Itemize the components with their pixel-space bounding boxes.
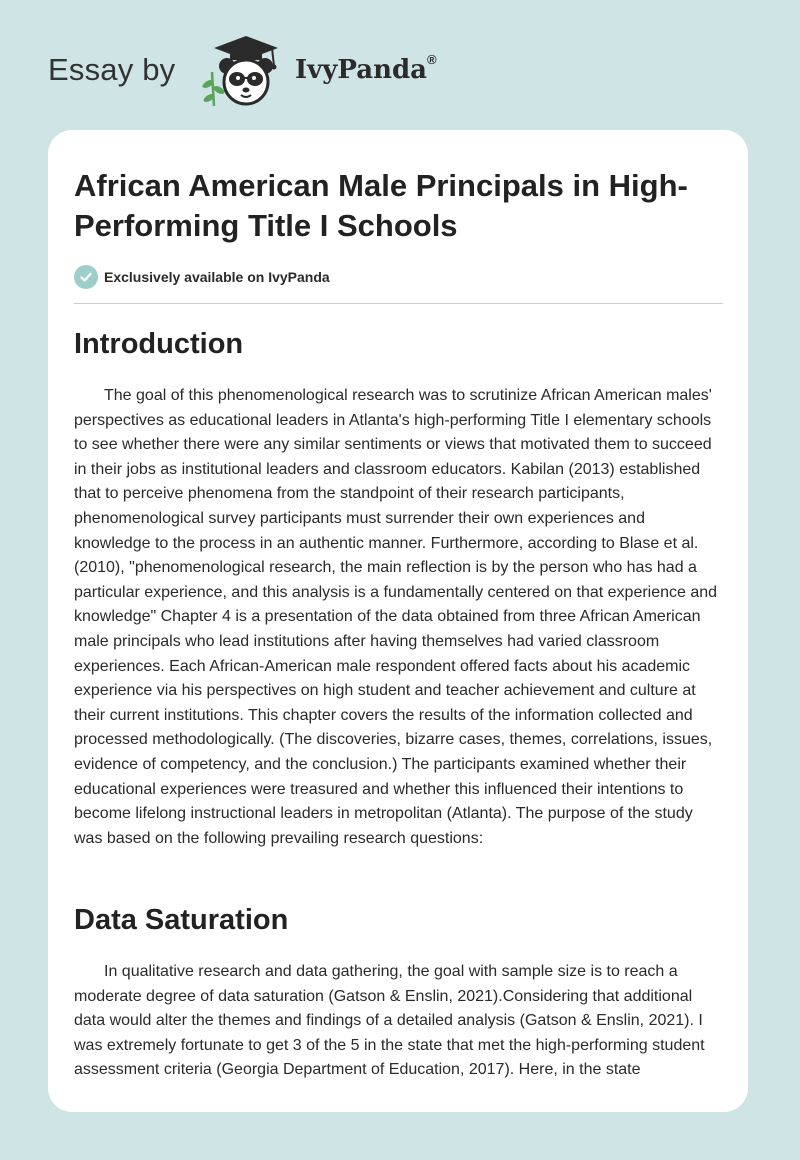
essay-card bbox=[48, 130, 748, 1112]
section-heading-data-saturation: Data Saturation bbox=[74, 904, 289, 936]
exclusive-badge-text: Exclusively available on IvyPanda bbox=[104, 269, 330, 285]
page-title: African American Male Principals in High-Performing Title I Schools bbox=[74, 168, 688, 243]
check-circle-icon bbox=[74, 265, 98, 289]
panda-graduate-logo-icon[interactable] bbox=[200, 32, 292, 112]
exclusive-badge bbox=[74, 264, 330, 290]
registered-mark: ® bbox=[427, 52, 437, 68]
brand-name-text: IvyPanda bbox=[295, 55, 428, 85]
title-divider bbox=[74, 303, 723, 304]
section-body-data-saturation: In qualitative research and data gathering, the goal with sample size is to reach a moderate degree of data saturation (Gatson & Enslin, 2021).Considering that additional data would alter the themes and findings of a detailed analysis (Gatson & Enslin, 2021). I was extremely fortunate to get 3 of the 5 in the state that met the high-performing student assessment criteria (Georgia Department of Education, 2017). Here, in the state bbox=[74, 963, 705, 1079]
essay-by-label: Essay by bbox=[48, 52, 176, 87]
section-body-introduction: The goal of this phenomenological research was to scrutinize African American males' perspectives as educational leaders in Atlanta's high-performing Title I elementary schools to see whether there were any similar sentiments or views that motivated them to succeed in their jobs as institutional leaders and classroom educators. Kabilan (2013) established that to perceive phenomena from the standpoint of their research participants, phenomenological survey participants must surrender their own experiences and knowledge to the process in an authentic manner. Furthermore, according to Blase et al. (2010), "phenomenological research, the main reflection is by the person who has had a particular experience, and this analysis is a fundamentally centered on that experience and knowledge" Chapter 4 is a presentation of the data obtained from three African American male principals who lead institutions after having themselves had varied classroom experiences. Each African-American male respondent offered facts about his academic experience via his perspectives on high student and teacher achievement and culture at their current institutions. This chapter covers the results of the information collected and processed methodologically. (The discoveries, bizarre cases, themes, correlations, issues, evidence of competency, and the conclusion.) The participants examined whether their educational experiences were treasured and whether this influenced their intentions to become lifelong instructional leaders in metropolitan (Atlanta). The purpose of the study was based on the following prevailing research questions: bbox=[74, 387, 718, 847]
section-heading-introduction: Introduction bbox=[74, 328, 244, 360]
site-header bbox=[48, 32, 508, 112]
ivypanda-wordmark[interactable] bbox=[295, 52, 437, 85]
